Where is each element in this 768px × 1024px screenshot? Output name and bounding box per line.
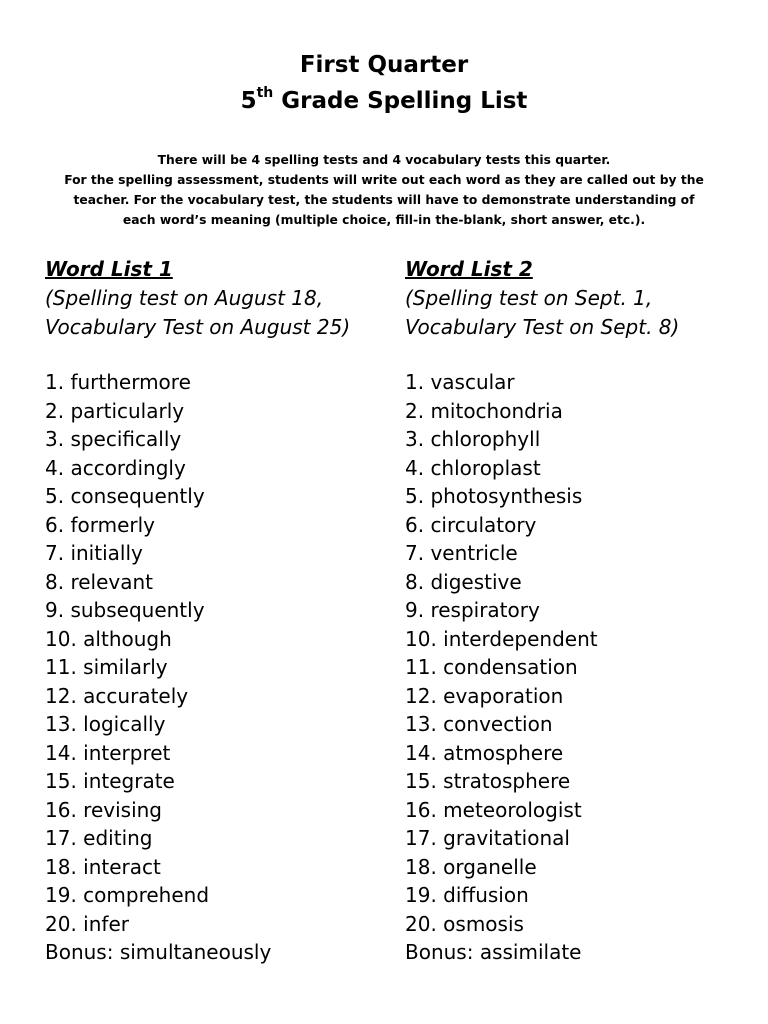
bonus-word-item: Bonus: simultaneously	[45, 940, 272, 964]
word-list-heading: Word List 2	[405, 257, 533, 281]
word-item: 13. logically	[45, 712, 166, 736]
grade-number: 5	[240, 88, 257, 114]
word-item: 8. digestive	[405, 569, 522, 594]
word-item: 7. ventricle	[405, 541, 518, 565]
word-item: 20. osmosis	[405, 911, 524, 936]
word-item: 12. accurately	[45, 683, 189, 708]
word-item: 10. although	[45, 626, 172, 651]
page-subtitle	[0, 83, 768, 119]
intro-line: each word’s meaning (multiple choice, fill-in the-blank, short answer, etc.).	[122, 213, 646, 227]
word-item: 1. vascular	[405, 370, 515, 394]
word-item: 15. integrate	[45, 769, 175, 793]
word-item: 14. interpret	[45, 740, 171, 765]
word-item: 6. circulatory	[405, 512, 537, 537]
word-item: 1. furthermore	[45, 370, 191, 394]
bonus-word-item: Bonus: assimilate	[405, 940, 582, 964]
page-title: First Quarter	[299, 52, 469, 78]
word-item: 2. particularly	[45, 398, 185, 423]
word-list-test-dates: (Spelling test on Sept. 1,	[405, 286, 653, 310]
subtitle-text: Grade Spelling List	[273, 88, 528, 114]
word-item: 11. similarly	[45, 655, 168, 679]
word-item: 7. initially	[45, 541, 143, 565]
word-item: 17. editing	[45, 826, 153, 850]
word-item: 9. subsequently	[45, 598, 205, 622]
word-item: 18. organelle	[405, 854, 537, 879]
word-item: 11. condensation	[405, 655, 578, 679]
word-item: 15. stratosphere	[405, 769, 571, 793]
word-item: 16. revising	[45, 797, 162, 822]
word-list-1	[45, 255, 350, 967]
word-item: 3. chlorophyll	[405, 427, 541, 451]
word-item: 19. comprehend	[45, 883, 210, 907]
word-item: 6. formerly	[45, 512, 155, 537]
word-item: 8. relevant	[45, 569, 153, 594]
word-item: 9. respiratory	[405, 598, 540, 622]
intro-line: For the spelling assessment, students will write out each word as they are called out by the	[64, 173, 704, 187]
word-item: 3. specifically	[45, 427, 182, 451]
word-item: 14. atmosphere	[405, 740, 564, 765]
word-item: 20. infer	[45, 911, 129, 936]
word-item: 19. diffusion	[405, 883, 529, 907]
word-item: 5. photosynthesis	[405, 484, 583, 508]
word-item: 4. accordingly	[45, 455, 186, 480]
word-item: 4. chloroplast	[405, 455, 541, 480]
word-item: 18. interact	[45, 854, 161, 879]
word-item: 10. interdependent	[405, 626, 598, 651]
word-list-test-dates: (Spelling test on August 18,	[45, 286, 324, 310]
intro-paragraph	[40, 150, 728, 230]
word-item: 5. consequently	[45, 484, 205, 508]
grade-ordinal-suffix: th	[256, 85, 274, 102]
word-item: 17. gravitational	[405, 826, 570, 850]
word-item: 2. mitochondria	[405, 398, 563, 423]
word-list-2	[405, 255, 679, 967]
word-list-test-dates: Vocabulary Test on Sept. 8)	[405, 315, 680, 339]
word-item: 16. meteorologist	[405, 797, 582, 822]
intro-line: teacher. For the vocabulary test, the students will have to demonstrate understanding of	[73, 193, 695, 207]
word-list-heading: Word List 1	[45, 257, 173, 281]
word-list-test-dates: Vocabulary Test on August 25)	[45, 315, 351, 339]
word-item: 12. evaporation	[405, 683, 564, 708]
word-item: 13. convection	[405, 712, 553, 736]
intro-line: There will be 4 spelling tests and 4 vocabulary tests this quarter.	[157, 153, 611, 167]
